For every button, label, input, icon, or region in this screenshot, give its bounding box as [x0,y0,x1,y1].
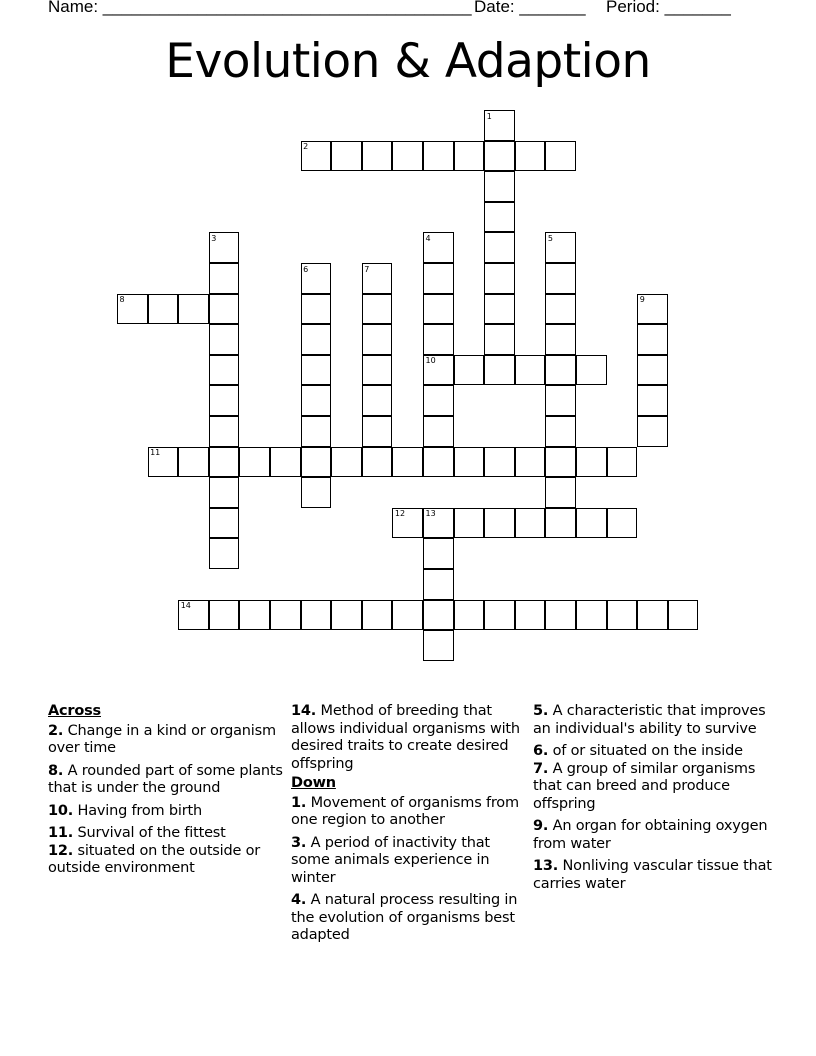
clue-down-9: 9. An organ for obtaining oxygen from water [533,818,768,852]
grid-cell[interactable] [301,600,332,631]
clue-down-13: 13. Nonliving vascular tissue that carries water [533,858,772,892]
grid-cell[interactable] [423,600,454,631]
clue-number-label: 3 [211,233,217,243]
grid-cell[interactable] [423,324,454,355]
grid-cell[interactable] [209,447,240,478]
clue-across-8: 8. A rounded part of some plants that is under the ground [48,762,283,796]
date-field[interactable]: Date: _______ [474,0,586,16]
clue-number-label: 8 [119,295,125,305]
grid-cell[interactable] [668,600,699,631]
grid-cell[interactable] [454,447,485,478]
clue-number-label: 6 [303,264,309,274]
grid-cell[interactable] [301,324,332,355]
name-field[interactable]: Name: _______________________________________ [48,0,472,16]
grid-cell[interactable] [239,600,270,631]
grid-cell[interactable] [545,385,576,416]
grid-cell[interactable] [362,294,393,325]
down-heading: Down [291,775,336,791]
grid-cell[interactable] [301,477,332,508]
grid-cell[interactable] [545,447,576,478]
clue-down-6: 6. of or situated on the inside [533,743,743,759]
grid-cell[interactable] [576,508,607,539]
grid-cell[interactable] [423,263,454,294]
grid-cell[interactable] [362,324,393,355]
grid-cell[interactable] [362,600,393,631]
grid-cell[interactable] [607,600,638,631]
grid-cell[interactable] [515,355,546,386]
page-title: Evolution & Adaption [165,34,651,89]
grid-cell[interactable] [515,447,546,478]
grid-cell[interactable] [178,447,209,478]
grid-cell[interactable] [209,324,240,355]
grid-cell[interactable] [209,508,240,539]
grid-cell[interactable] [331,141,362,172]
grid-cell[interactable] [545,355,576,386]
grid-cell[interactable] [423,569,454,600]
clue-number-label: 12 [394,509,406,519]
grid-cell[interactable] [545,600,576,631]
grid-cell[interactable] [362,447,393,478]
grid-cell[interactable] [607,447,638,478]
grid-cell[interactable] [637,600,668,631]
grid-cell[interactable] [637,324,668,355]
clue-down-7: 7. A group of similar organisms that can breed and produce offspring [533,760,756,812]
grid-cell[interactable] [607,508,638,539]
grid-cell[interactable] [423,416,454,447]
grid-cell[interactable] [209,538,240,569]
clue-down-3: 3. A period of inactivity that some animals experience in winter [291,834,490,886]
grid-cell[interactable] [270,447,301,478]
across-heading: Across [48,703,101,719]
grid-cell[interactable] [209,385,240,416]
grid-cell[interactable] [545,508,576,539]
grid-cell[interactable] [484,202,515,233]
grid-cell[interactable] [637,355,668,386]
clue-number-label: 5 [547,233,553,243]
grid-cell[interactable] [576,355,607,386]
grid-cell[interactable] [331,447,362,478]
grid-cell[interactable] [392,141,423,172]
grid-cell[interactable] [209,600,240,631]
grid-cell[interactable] [362,385,393,416]
grid-cell[interactable] [301,416,332,447]
grid-cell[interactable] [301,447,332,478]
grid-cell[interactable] [209,263,240,294]
period-field[interactable]: Period: _______ [606,0,731,16]
grid-cell[interactable] [484,600,515,631]
grid-cell[interactable] [637,385,668,416]
grid-cell[interactable] [423,630,454,661]
grid-cell[interactable] [423,385,454,416]
grid-cell[interactable] [545,263,576,294]
grid-cell[interactable] [148,294,179,325]
grid-cell[interactable] [637,416,668,447]
clue-number-label: 7 [364,264,370,274]
grid-cell[interactable] [209,294,240,325]
grid-cell[interactable] [423,294,454,325]
grid-cell[interactable] [545,324,576,355]
grid-cell[interactable] [423,141,454,172]
grid-cell[interactable] [392,600,423,631]
clue-down-5: 5. A characteristic that improves an individual's ability to survive [533,703,766,737]
grid-cell[interactable] [545,416,576,447]
grid-cell[interactable] [423,538,454,569]
clue-number-label: 9 [639,295,645,305]
grid-cell[interactable] [209,416,240,447]
grid-cell[interactable] [392,447,423,478]
clue-across-12: 12. situated on the outside or outside environment [48,842,261,876]
clues-column-1 [48,703,288,883]
grid-cell[interactable] [484,324,515,355]
grid-cell[interactable] [576,447,607,478]
grid-cell[interactable] [423,447,454,478]
grid-cell[interactable] [545,294,576,325]
clue-across-14: 14. Method of breeding that allows individual organisms with desired traits to create desired offspring [291,703,520,772]
grid-cell[interactable] [178,294,209,325]
grid-cell[interactable] [484,294,515,325]
grid-cell[interactable] [484,141,515,172]
grid-cell[interactable] [362,355,393,386]
grid-cell[interactable] [239,447,270,478]
clue-number-label: 13 [425,509,436,519]
grid-cell[interactable] [545,141,576,172]
clues-column-2 [291,703,531,950]
grid-cell[interactable] [454,600,485,631]
clue-number-label: 10 [425,356,436,366]
grid-cell[interactable] [484,447,515,478]
grid-cell[interactable] [209,477,240,508]
clue-number-label: 2 [303,142,309,152]
grid-cell[interactable] [454,355,485,386]
clue-number-label: 1 [486,111,492,121]
grid-cell[interactable] [301,355,332,386]
clue-down-4: 4. A natural process resulting in the evolution of organisms best adapted [291,892,518,943]
grid-cell[interactable] [270,600,301,631]
clue-across-10: 10. Having from birth [48,802,202,819]
grid-cell[interactable] [331,600,362,631]
grid-cell[interactable] [484,171,515,202]
grid-cell[interactable] [576,600,607,631]
clue-number-label: 4 [425,233,431,243]
grid-cell[interactable] [362,416,393,447]
grid-cell[interactable] [484,508,515,539]
grid-cell[interactable] [484,263,515,294]
grid-cell[interactable] [362,141,393,172]
grid-cell[interactable] [515,600,546,631]
clue-number-label: 11 [150,448,161,458]
grid-cell[interactable] [515,508,546,539]
clue-across-11: 11. Survival of the fittest [48,825,226,841]
grid-cell[interactable] [454,508,485,539]
grid-cell[interactable] [545,477,576,508]
grid-cell[interactable] [484,232,515,263]
grid-cell[interactable] [301,385,332,416]
clue-across-2: 2. Change in a kind or organism over time [48,722,276,756]
grid-cell[interactable] [209,355,240,386]
grid-cell[interactable] [515,141,546,172]
clue-number-label: 14 [180,601,191,611]
clues-column-3 [533,703,773,898]
grid-cell[interactable] [454,141,485,172]
grid-cell[interactable] [484,355,515,386]
grid-cell[interactable] [301,294,332,325]
clue-down-1: 1. Movement of organisms from one region to another [291,794,519,828]
